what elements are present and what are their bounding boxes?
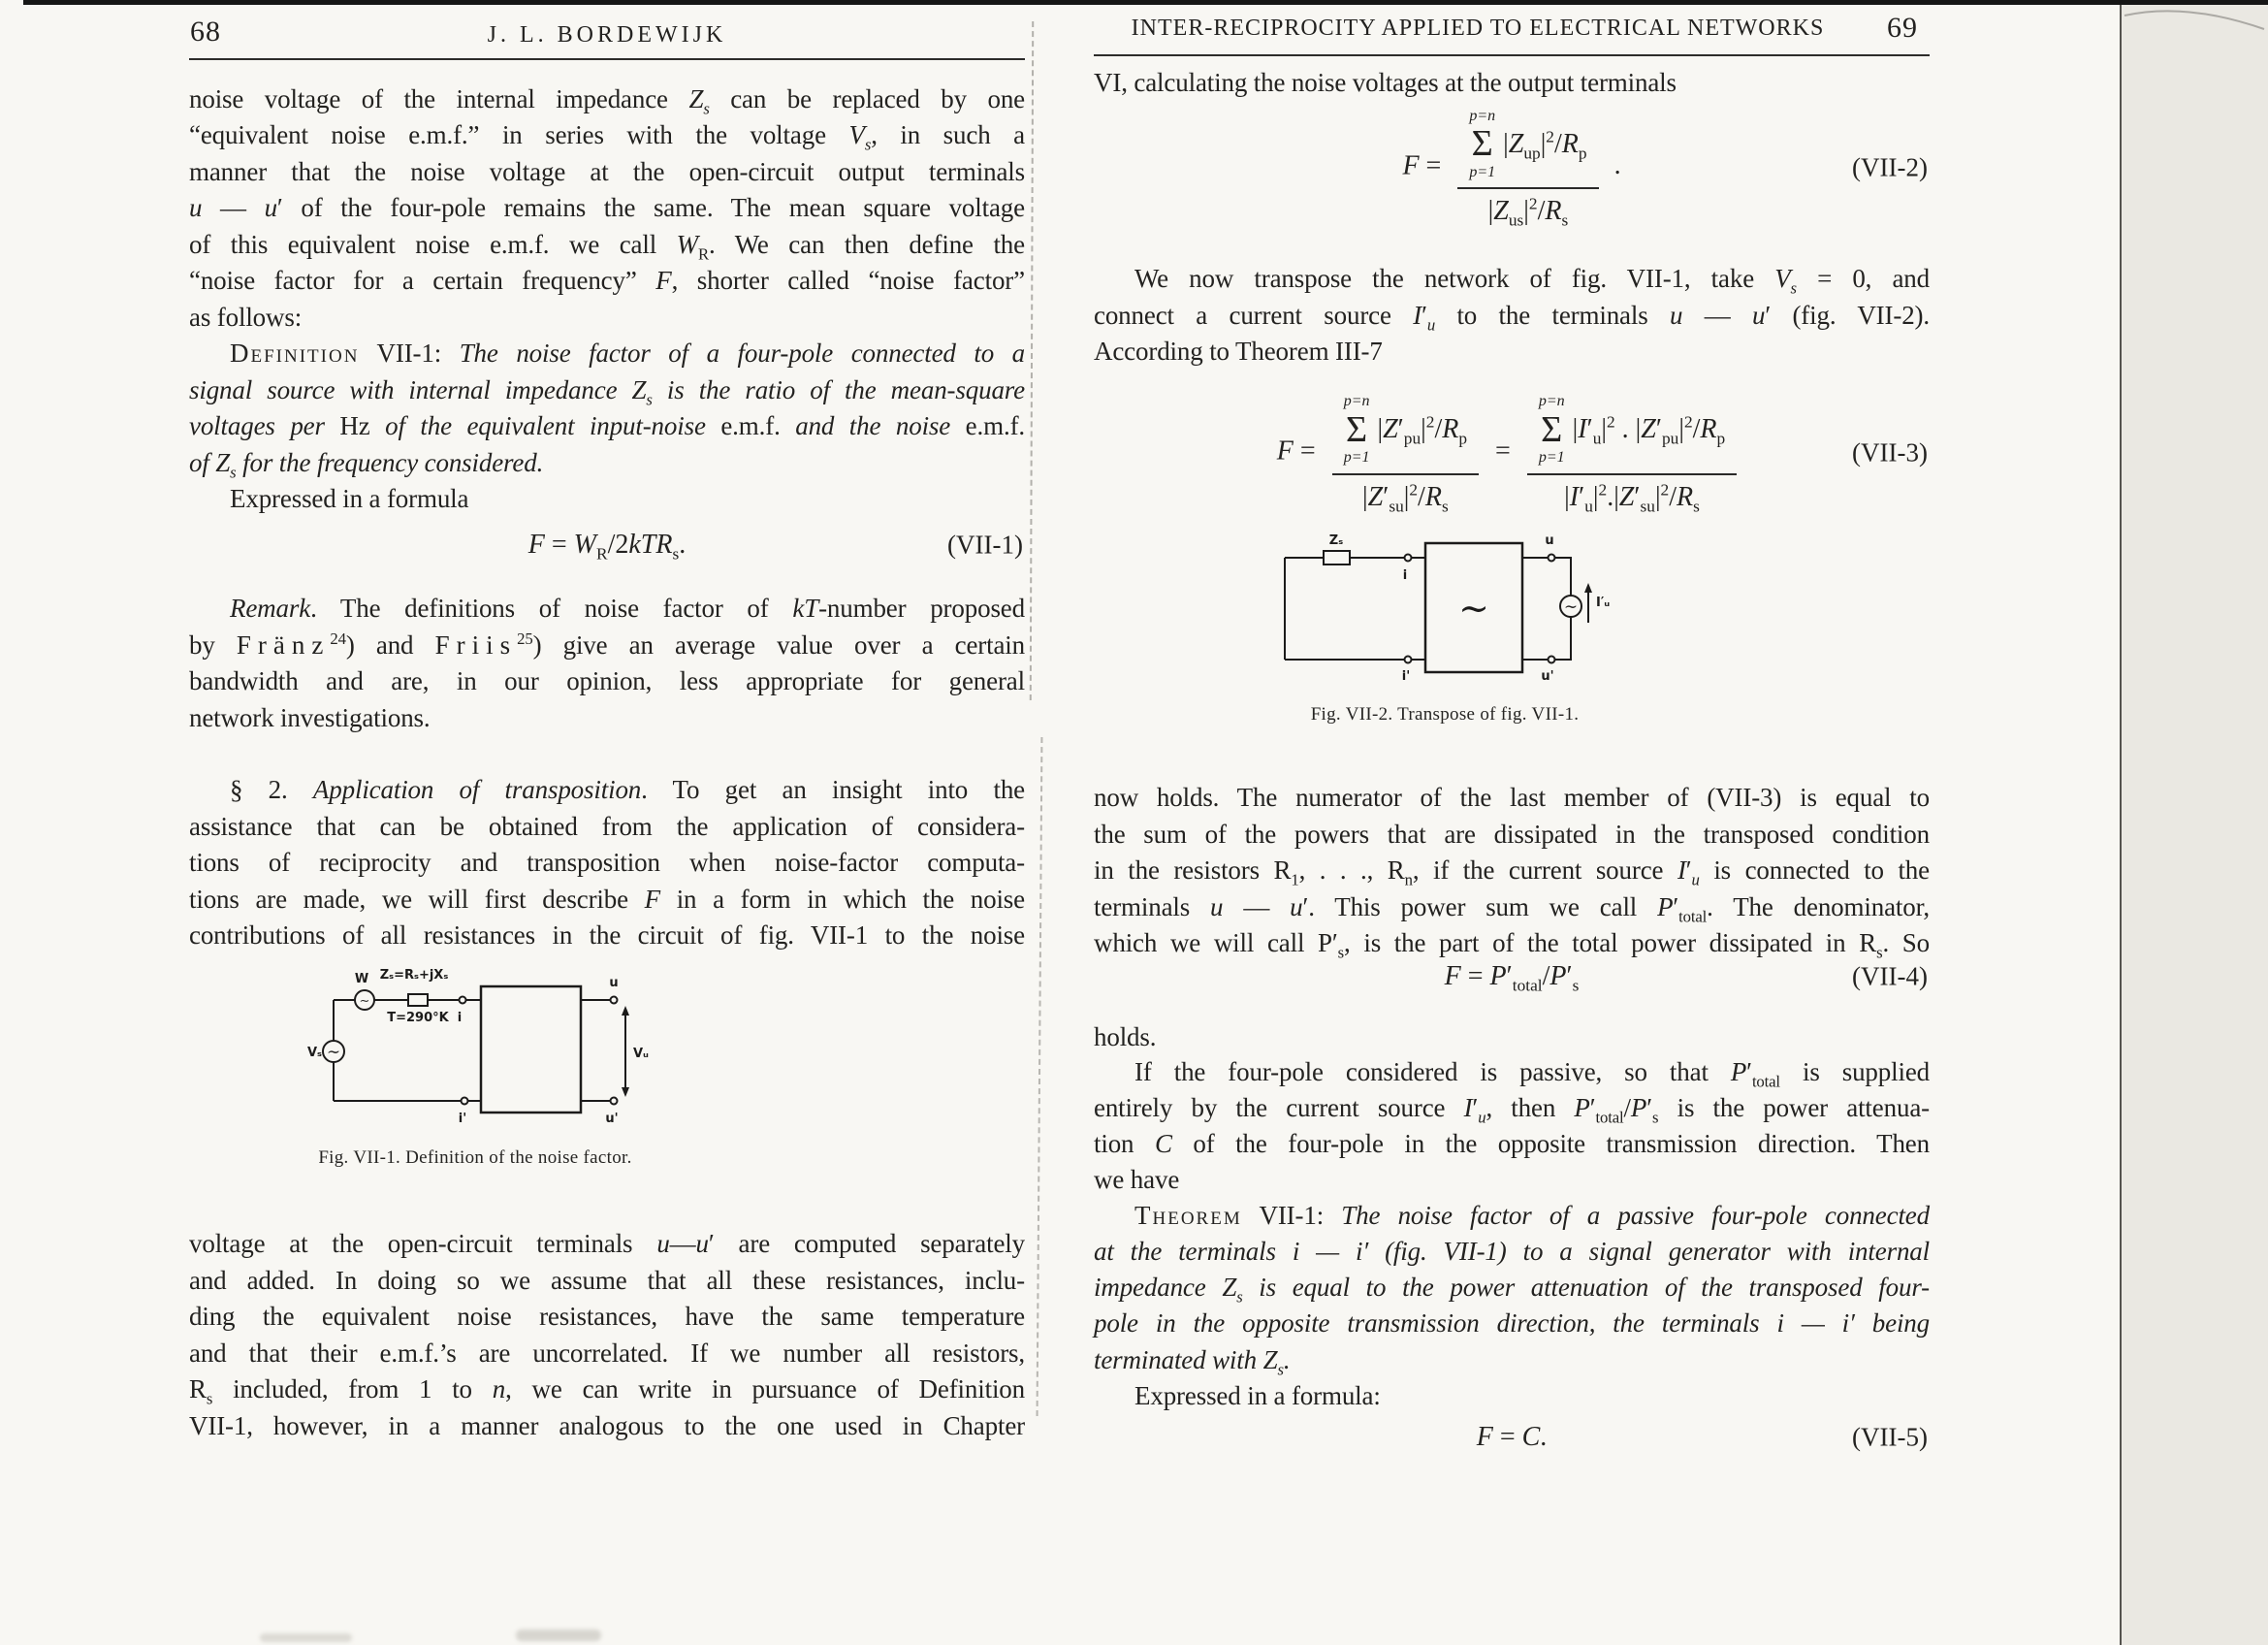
gutter-fold-line-upper bbox=[1030, 21, 1034, 700]
text-line: and that their e.m.f.’s are uncorrelated. If we number all resistors, bbox=[189, 1339, 1025, 1368]
text-line: connect a current source $I'_u$ to the terminals u — u′ (fig. VII-2). bbox=[1094, 301, 1930, 335]
fig-vii-2-circuit bbox=[1270, 529, 1619, 689]
text-line: tions are made, we will first describe F in a form in which the noise bbox=[189, 885, 1025, 914]
text-line: VI, calculating the noise voltages at the output terminals bbox=[1094, 68, 1677, 97]
label-i: i bbox=[457, 1011, 463, 1025]
formula-vii-2-body: F = p=n Σ p=1 $|Z_{up}|^2/R_p$ $|Z_{us}|^2/R_s$ . bbox=[1402, 107, 1621, 230]
text-line: holds. bbox=[1094, 1022, 1157, 1051]
label-u: u bbox=[1545, 533, 1554, 548]
text-line: terminated with $Z_s$. bbox=[1094, 1345, 1291, 1379]
label-i-prime: i' bbox=[1401, 669, 1411, 684]
text-line: manner that the noise voltage at the open-circuit output terminals bbox=[189, 157, 1025, 186]
text-line: u — u′ of the four-pole remains the same. The mean square voltage bbox=[189, 193, 1025, 222]
page-edge-line bbox=[2120, 4, 2122, 1645]
formula-vii-4-body: $F = P'_{total}/P'_s$ bbox=[1444, 961, 1580, 995]
terminal-u-prime bbox=[611, 1098, 618, 1105]
text-line: $R_s$ included, from 1 to n, we can write in pursuance of Definition bbox=[189, 1374, 1025, 1408]
zs-resistor-icon bbox=[1324, 551, 1350, 564]
left-running-head: J. L. BORDEWIJK bbox=[487, 22, 727, 48]
terminal-i-prime bbox=[462, 1098, 468, 1105]
terminal-u bbox=[1549, 555, 1555, 562]
text-line: network investigations. bbox=[189, 703, 431, 732]
text-line: voltage at the open-circuit terminals u—u′ are computed separately bbox=[189, 1229, 1026, 1258]
text-line: If the four-pole considered is passive, so that $P'_{total}$ is supplied bbox=[1134, 1057, 1931, 1091]
formula-vii-4-tag: (VII-4) bbox=[1852, 961, 1928, 991]
label-impedance: Zₛ=Rₛ+jXₛ bbox=[379, 968, 449, 983]
text-line: terminals u — u′. This power sum we call $P'_{total}$. The denominator, bbox=[1094, 892, 1930, 926]
formula-vii-3-tag: (VII-3) bbox=[1852, 437, 1928, 468]
label-vs: Vₛ bbox=[307, 1046, 323, 1060]
text-line: bandwidth and are, in our opinion, less appropriate for general bbox=[189, 666, 1025, 695]
text-line: tion C of the four-pole in the opposite transmission direction. Then bbox=[1094, 1129, 1930, 1158]
text-line: Expressed in a formula bbox=[230, 484, 469, 513]
formula-vii-2 bbox=[1094, 92, 1930, 242]
fourpole-tilde: ∼ bbox=[1458, 587, 1489, 629]
text-line: signal source with internal impedance $Z_s$ is the ratio of the mean-square bbox=[189, 375, 1025, 409]
label-u: u bbox=[609, 976, 619, 990]
right-running-head: INTER-RECIPROCITY APPLIED TO ELECTRICAL NETWORKS bbox=[1131, 16, 1825, 41]
label-w: W bbox=[354, 972, 369, 986]
left-page-number: 68 bbox=[190, 16, 221, 48]
text-line: impedance $Z_s$ is equal to the power attenuation of the transposed four- bbox=[1094, 1273, 1930, 1306]
right-page-column bbox=[1094, 0, 1930, 1645]
label-iu: I′ᵤ bbox=[1596, 596, 1611, 610]
text-line: Expressed in a formula: bbox=[1134, 1381, 1381, 1410]
figure-vii-2 bbox=[1270, 529, 1619, 689]
text-line: of this equivalent noise e.m.f. we call $W_R$. We can then define the bbox=[189, 230, 1025, 264]
left-page-column bbox=[189, 0, 1025, 1645]
right-page-number: 69 bbox=[1887, 12, 1918, 44]
text-line: ding the equivalent noise resistances, have the same temperature bbox=[189, 1302, 1025, 1331]
vu-arrow-icon bbox=[622, 1006, 629, 1097]
fig1-wires bbox=[334, 1000, 610, 1101]
text-line: we have bbox=[1094, 1165, 1180, 1194]
w-source-tilde: ∼ bbox=[359, 994, 370, 1009]
text-line: the sum of the powers that are dissipated in the transposed condition bbox=[1094, 820, 1930, 849]
label-temperature: T=290°K bbox=[387, 1011, 449, 1025]
text-line: noise voltage of the internal impedance $Z_s$ can be replaced by one bbox=[189, 84, 1026, 118]
text-line: which we will call $P'_s$, is the part of the total power dissipated in $R_s$. So bbox=[1094, 928, 1930, 962]
formula-vii-5-tag: (VII-5) bbox=[1852, 1422, 1928, 1452]
text-line: in the resistors $R_1$, . . ., $R_n$, if the current source $I'_u$ is connected to the bbox=[1094, 855, 1930, 889]
fourpole-box bbox=[481, 986, 581, 1113]
formula-vii-1-tag: (VII-1) bbox=[947, 530, 1023, 560]
formula-vii-3 bbox=[1094, 376, 1930, 530]
text-line: § 2. Application of transposition. To get an insight into the bbox=[230, 775, 1025, 804]
figure-vii-1-caption: Fig. VII-1. Definition of the noise factor. bbox=[318, 1147, 632, 1168]
label-i: i bbox=[1402, 568, 1408, 583]
text-line: voltages per Hz of the equivalent input-noise e.m.f. and the noise e.m.f. bbox=[189, 411, 1026, 440]
terminal-i bbox=[460, 997, 466, 1004]
fig-vii-1-circuit bbox=[291, 965, 659, 1130]
iu-source-tilde: ∼ bbox=[1563, 597, 1579, 617]
scan-corner-curve bbox=[2119, 0, 2268, 39]
label-i-prime: i' bbox=[458, 1112, 467, 1126]
terminal-u-prime bbox=[1549, 657, 1555, 663]
text-line: tions of reciprocity and transposition when noise-factor computa- bbox=[189, 848, 1025, 877]
text-line: at the terminals i — i′ (fig. VII-1) to a signal generator with internal bbox=[1094, 1237, 1930, 1266]
text-line: of $Z_s$ for the frequency considered. bbox=[189, 448, 544, 482]
text-line: assistance that can be obtained from the application of considera- bbox=[189, 812, 1025, 841]
formula-vii-5-body: F = C. bbox=[1476, 1422, 1548, 1452]
formula-vii-1-body: $F = W_R/2kTR_s$. bbox=[527, 530, 687, 564]
text-line: as follows: bbox=[189, 303, 303, 332]
label-vu: Vᵤ bbox=[633, 1047, 649, 1061]
iu-arrow-icon bbox=[1584, 583, 1592, 623]
terminal-i-prime bbox=[1405, 657, 1412, 663]
text-line: VII-1, however, in a manner analogous to the one used in Chapter bbox=[189, 1411, 1025, 1440]
zs-resistor-icon bbox=[408, 994, 428, 1006]
label-zs: Zₛ bbox=[1328, 533, 1344, 548]
vs-source-tilde: ∼ bbox=[326, 1043, 341, 1062]
fig2-wires bbox=[1285, 558, 1571, 660]
formula-vii-1 bbox=[189, 517, 1025, 573]
text-line: by Fränz$^{24}$) and Friis$^{25}$) give an average value over a certain bbox=[189, 629, 1026, 660]
text-line: entirely by the current source $I'_u$, then $P'_{total}/P'_s$ is the power attenua- bbox=[1094, 1093, 1930, 1127]
terminal-u bbox=[611, 997, 618, 1004]
terminal-i bbox=[1405, 555, 1412, 562]
text-line: and added. In doing so we assume that all these resistances, inclu- bbox=[189, 1266, 1025, 1295]
text-line: contributions of all resistances in the circuit of fig. VII-1 to the noise bbox=[189, 920, 1025, 950]
formula-vii-2-tag: (VII-2) bbox=[1852, 152, 1928, 181]
figure-vii-2-caption: Fig. VII-2. Transpose of fig. VII-1. bbox=[1310, 704, 1580, 725]
formula-vii-3-body: F = p=n Σ p=1 $|Z'_{pu}|^2/R_p$ $|Z'_{su}|^2/R_s$ = p=n Σ p=1 $|I'_u|^2$ . $|Z'_{pu}|^2/R_p$ $|I'_u|^2.|Z'_{su}|^2/R_s$ bbox=[1277, 393, 1746, 513]
label-u-prime: u' bbox=[605, 1112, 619, 1126]
formula-vii-5 bbox=[1094, 1409, 1930, 1466]
text-line: now holds. The numerator of the last member of (VII-3) is equal to bbox=[1094, 783, 1930, 812]
scan-outer-strip bbox=[2122, 0, 2268, 1645]
text-line: According to Theorem III-7 bbox=[1094, 337, 1383, 366]
text-line: Remark. The definitions of noise factor of kT-number proposed bbox=[230, 594, 1025, 623]
figure-vii-1 bbox=[291, 965, 659, 1130]
gutter-fold-line-lower bbox=[1037, 737, 1043, 1416]
text-line: Definition VII-1: The noise factor of a four-pole connected to a bbox=[230, 339, 1025, 368]
text-line: “equivalent noise e.m.f.” in series with the voltage $V_s$, in such a bbox=[189, 120, 1025, 154]
text-line: Theorem VII-1: The noise factor of a passive four-pole connected bbox=[1134, 1201, 1930, 1230]
text-line: We now transpose the network of fig. VII-1, take $V_s = 0$, and bbox=[1134, 264, 1930, 298]
text-line: pole in the opposite transmission direction, the terminals i — i′ being bbox=[1094, 1308, 1930, 1338]
text-line: “noise factor for a certain frequency” F, shorter called “noise factor” bbox=[189, 266, 1025, 295]
label-u-prime: u' bbox=[1541, 669, 1554, 684]
